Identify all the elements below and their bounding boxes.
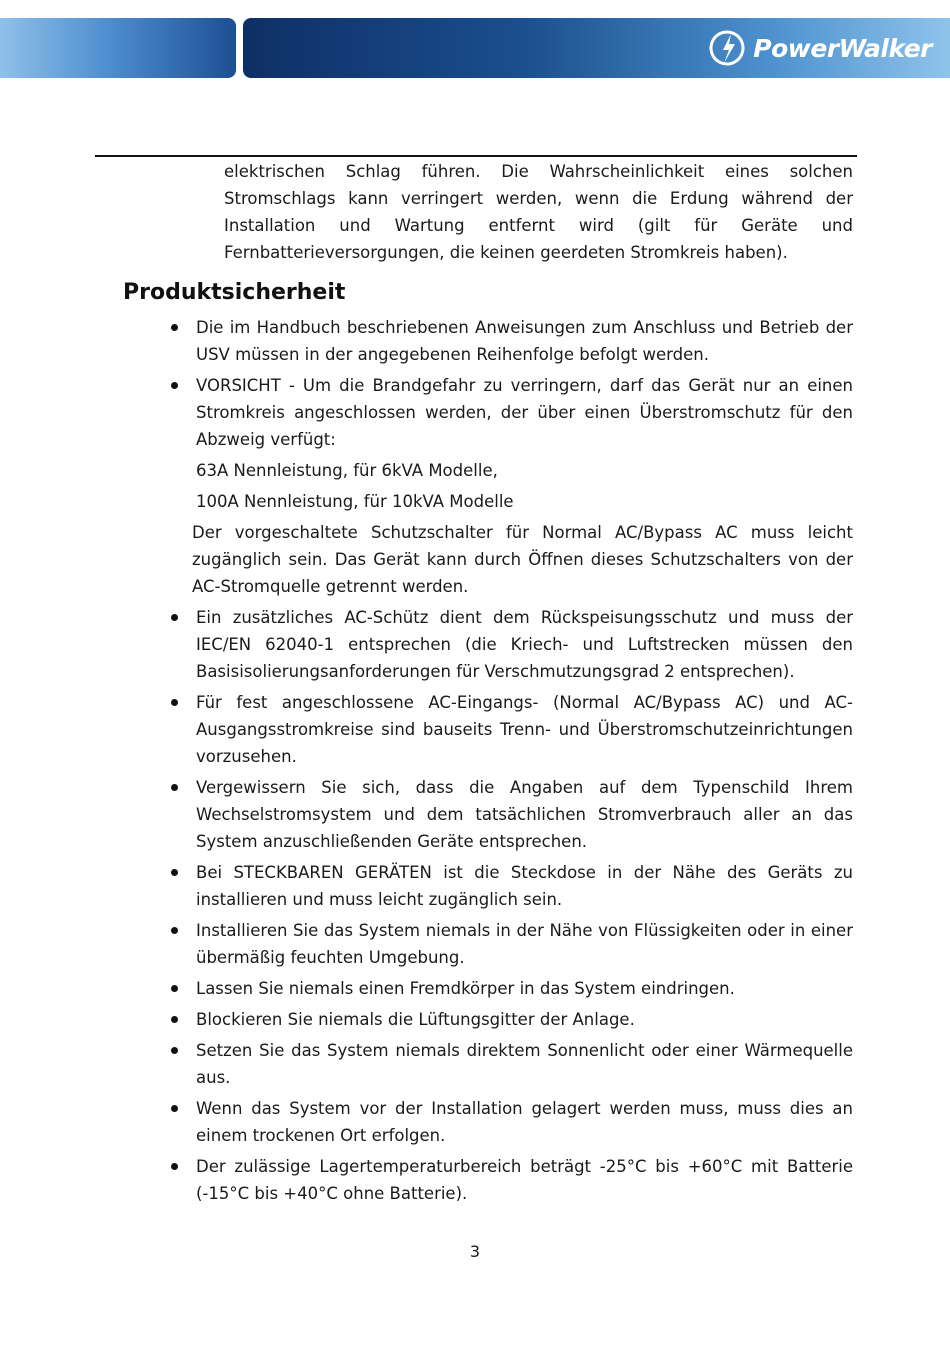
list-item-text: Installieren Sie das System niemals in der Nähe von Flüssigkeiten oder in einer übermäßig feuchten Umgebung. — [196, 921, 853, 967]
bullet-icon — [171, 382, 178, 389]
list-item-text: Bei STECKBAREN GERÄTEN ist die Steckdose in der Nähe des Geräts zu installieren und muss leicht zugänglich sein. — [196, 863, 853, 909]
list-item-text: Für fest angeschlossene AC-Eingangs- (Normal AC/Bypass AC) und AC-Ausgangsstromkreise sind bauseits Trenn- und Überstromschutzeinrichtungen vorzusehen. — [196, 693, 853, 766]
page-header — [0, 18, 950, 80]
rating-line-10kva: 100A Nennleistung, für 10kVA Modelle — [196, 492, 514, 511]
list-item — [196, 689, 853, 770]
list-item — [196, 859, 853, 913]
list-item-text: Vergewissern Sie sich, dass die Angaben auf dem Typenschild Ihrem Wechselstromsystem und dem tatsächlichen Stromverbrauch aller an das System anzuschließenden Geräte entsprechen. — [196, 778, 853, 851]
list-item-text: Lassen Sie niemals einen Fremdkörper in das System eindringen. — [196, 979, 735, 998]
header-band-left — [0, 18, 236, 78]
list-item — [196, 604, 853, 685]
list-item — [196, 1006, 853, 1033]
bullet-icon — [171, 927, 178, 934]
list-item — [196, 774, 853, 855]
brand-logo — [707, 28, 932, 68]
list-item — [196, 917, 853, 971]
bullet-icon — [171, 324, 178, 331]
list-item-text: Wenn das System vor der Installation gelagert werden muss, muss dies an einem trockenen Ort erfolgen. — [196, 1099, 853, 1145]
powerwalker-logo-icon — [707, 28, 751, 68]
list-item — [192, 372, 853, 600]
list-item-text: Die im Handbuch beschriebenen Anweisungen zum Anschluss und Betrieb der USV müssen in der angegebenen Reihenfolge befolgt werden. — [196, 318, 853, 364]
list-item — [196, 1095, 853, 1149]
bullet-icon — [171, 985, 178, 992]
breaker-note: Der vorgeschaltete Schutzschalter für Normal AC/Bypass AC muss leicht zugänglich sein. Das Gerät kann durch Öffnen dieses Schutzschalters von der AC-Stromquelle getrennt werden. — [192, 523, 853, 596]
bullet-icon — [171, 784, 178, 791]
header-band-right — [243, 18, 950, 78]
bullet-icon — [171, 699, 178, 706]
bullet-icon — [171, 1047, 178, 1054]
safety-list — [0, 314, 950, 1207]
bullet-icon — [171, 614, 178, 621]
brand-name: PowerWalker — [753, 33, 932, 63]
list-item — [196, 314, 853, 368]
list-item-text: Ein zusätzliches AC-Schütz dient dem Rückspeisungsschutz und muss der IEC/EN 62040-1 entsprechen (die Kriech- und Luftstrecken müssen den Basisisolierungsanforderungen für Verschmutzungsgrad 2 entsprechen). — [196, 608, 853, 681]
continued-paragraph: elektrischen Schlag führen. Die Wahrscheinlichkeit eines solchen Stromschlags kann verringert werden, wenn die Erdung während der Installation und Wartung entfernt wird (gilt für Geräte und Fernbatterieversorgungen, die keinen geerdeten Stromkreis haben). — [224, 162, 853, 262]
list-item-text: Blockieren Sie niemals die Lüftungsgitter der Anlage. — [196, 1010, 635, 1029]
list-item — [196, 1153, 853, 1207]
header-rule — [95, 155, 857, 157]
document-body — [0, 158, 950, 1211]
bullet-icon — [171, 1163, 178, 1170]
list-item-text: Der zulässige Lagertemperaturbereich beträgt -25°C bis +60°C mit Batterie (-15°C bis +40°C ohne Batterie). — [196, 1157, 853, 1203]
rating-line-6kva: 63A Nennleistung, für 6kVA Modelle, — [196, 461, 498, 480]
list-item-text: VORSICHT - Um die Brandgefahr zu verringern, darf das Gerät nur an einen Stromkreis angeschlossen werden, der über einen Überstromschutz für den Abzweig verfügt: — [196, 376, 853, 449]
section-title: Produktsicherheit — [123, 280, 346, 305]
list-item — [196, 975, 853, 1002]
bullet-icon — [171, 1016, 178, 1023]
bullet-icon — [171, 1105, 178, 1112]
page-number: 3 — [469, 1242, 481, 1261]
bullet-icon — [171, 869, 178, 876]
list-item — [196, 1037, 853, 1091]
list-item-text: Setzen Sie das System niemals direktem Sonnenlicht oder einer Wärmequelle aus. — [196, 1041, 853, 1087]
